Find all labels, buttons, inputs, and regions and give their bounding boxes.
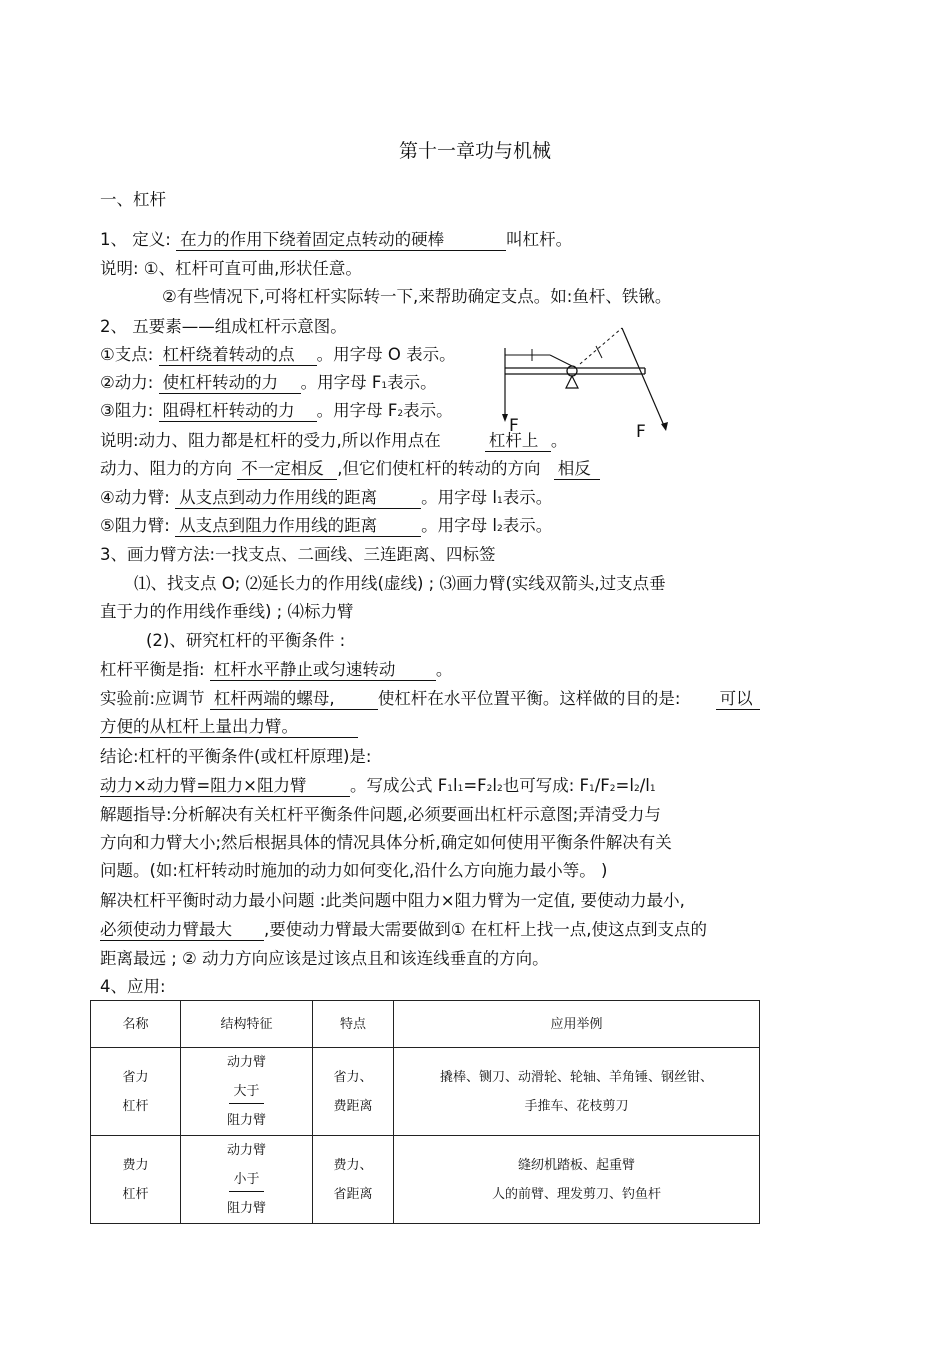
table-row: [91, 1048, 760, 1136]
answer-blank: 必须使动力臂最大: [100, 920, 264, 941]
text: 。用字母 F: [300, 373, 382, 392]
example-text: 人的前臂、理发剪刀、钓鱼杆: [491, 1186, 661, 1202]
answer-blank: 方便的从杠杆上量出力臂。: [100, 717, 358, 738]
text: /l: [639, 776, 650, 795]
effort-force-line: [100, 372, 437, 397]
text: 表示。: [502, 516, 553, 535]
balance-definition-line: [100, 659, 452, 681]
effort-arrow-head: [502, 414, 508, 422]
answer-blank: 阻碍杠杆转动的力: [159, 401, 317, 422]
structure-text: 阻力臂: [226, 1201, 266, 1216]
feature-text: 省力、: [333, 1069, 373, 1085]
text: 实验前:应调节: [100, 689, 205, 708]
example-cell: [394, 1048, 760, 1136]
answer-blank: 杠杆绕着转动的点: [159, 345, 317, 366]
definition-line: [100, 229, 572, 251]
text: 1、 定义:: [100, 230, 171, 249]
text: 杠杆平衡是指:: [100, 660, 205, 679]
answer-blank: 从支点到阻力作用线的距离: [175, 516, 421, 537]
text: 叫杠杆。: [506, 230, 573, 249]
dashed-arm-line: [580, 328, 622, 364]
page-title: 第十一章功与机械: [398, 140, 551, 162]
subscript: 2: [397, 409, 404, 419]
text: 动力、阻力的方向: [100, 459, 232, 478]
answer-blank: 相反: [554, 459, 600, 480]
subscript: 1: [589, 784, 595, 794]
feature-cell: [313, 1048, 394, 1136]
structure-text: 动力臂: [226, 1055, 266, 1070]
fulcrum-line: [100, 344, 456, 366]
subscript: 2: [486, 784, 493, 794]
min-force-line-2: [100, 919, 707, 941]
text: 。写成公式 F: [350, 776, 448, 795]
table-header-row: [91, 1001, 760, 1048]
name-text: 省力: [122, 1069, 149, 1085]
text: 表示。: [502, 488, 553, 507]
text: ,但它们使杠杆的转动的方向: [337, 459, 541, 478]
text: l: [492, 776, 497, 795]
header-cell: 应用举例: [394, 1001, 760, 1048]
text: =F: [463, 776, 487, 795]
effort-arm-line: [100, 487, 552, 512]
subscript: 2: [633, 784, 640, 794]
text: 表示。: [387, 373, 437, 392]
text: ①支点:: [100, 345, 154, 364]
feature-cell: [313, 1136, 394, 1224]
header-cell: 特点: [313, 1001, 394, 1048]
note-line-2: ②有些情况下,可将杠杆实际转一下,来帮助确定支点。如:鱼杆、铁锹。: [162, 287, 672, 306]
text: /F: [594, 776, 610, 795]
name-text: 杠杆: [122, 1098, 149, 1114]
name-text: 费力: [122, 1157, 149, 1173]
subscript: 2: [609, 784, 616, 794]
section-heading-lever: 一、杠杆: [100, 190, 166, 209]
table-row: [91, 1136, 760, 1224]
min-force-line-3: 距离最远 ; ② 动力方向应该是过该点且和该连线垂直的方向。: [100, 949, 549, 968]
structure-text: 阻力臂: [226, 1113, 266, 1128]
subscript: 1: [496, 496, 503, 506]
text: 。用字母 l: [421, 516, 497, 535]
example-text: 手推车、花枝剪刀: [524, 1098, 629, 1114]
text: 。: [550, 431, 568, 450]
text: 说明:动力、阻力都是杠杆的受力,所以作用点在: [100, 431, 441, 450]
conclusion-heading: 结论:杠杆的平衡条件(或杠杆原理)是:: [100, 747, 372, 766]
direction-line: [100, 458, 600, 480]
text: ,要使动力臂最大需要做到① 在杠杆上找一点,使这点到支点的: [264, 920, 708, 939]
example-text: 缝纫机踏板、起重臂: [517, 1157, 635, 1173]
arm-method-steps: ⑴、找支点 O; ⑵延长力的作用线(虚线) ; ⑶画力臂(实线双箭头,过支点垂: [134, 574, 666, 593]
answer-blank: 大于: [229, 1081, 263, 1104]
answer-blank: 可以: [716, 689, 760, 710]
balance-heading: (2)、研究杠杆的平衡条件 :: [146, 631, 346, 650]
text: ⑤阻力臂:: [100, 516, 170, 535]
text: 。用字母 F: [316, 401, 398, 420]
answer-blank: 从支点到动力作用线的距离: [175, 488, 421, 509]
structure-cell: [181, 1136, 313, 1224]
text: 使杠杆在水平位置平衡。这样做的目的是:: [377, 689, 681, 708]
answer-blank: 小于: [229, 1169, 263, 1192]
guide-line-2: 方向和力臂大小;然后根据具体的情况具体分析,确定如何使用平衡条件解决有关: [100, 833, 672, 852]
example-cell: [394, 1136, 760, 1224]
feature-text: 省距离: [333, 1186, 373, 1202]
force-note-line: [100, 430, 567, 452]
text: ④动力臂:: [100, 488, 170, 507]
resistance-arrow-head: [661, 422, 668, 431]
text: 。: [435, 660, 453, 679]
guide-line-3: 问题。(如:杠杆转动时施加的动力如何变化,沿什么方向施力最小等。 ): [100, 861, 608, 880]
arm-method-heading: 3、画力臂方法:一找支点、二画线、三连距离、四标签: [100, 545, 496, 564]
fulcrum-support: [566, 376, 578, 388]
application-heading: 4、应用:: [100, 977, 166, 996]
resistance-force-line: [100, 400, 453, 425]
subscript: 1: [381, 381, 388, 391]
five-elements-heading: 2、 五要素——组成杠杆示意图。: [100, 317, 347, 336]
text: 表示。: [403, 401, 453, 420]
text: =l: [615, 776, 634, 795]
name-text: 杠杆: [122, 1186, 149, 1202]
text: 也可写成: F: [502, 776, 589, 795]
formula-line: [100, 775, 656, 800]
subscript: 2: [496, 784, 503, 794]
guide-line-1: 解题指导:分析解决有关杠杆平衡条件问题,必须要画出杠杆示意图;弄清受力与: [100, 805, 661, 824]
note-line-1: 说明: ①、杠杆可直可曲,形状任意。: [100, 259, 362, 278]
structure-cell: [181, 1048, 313, 1136]
structure-text: 动力臂: [226, 1143, 266, 1158]
subscript: 1: [447, 784, 453, 794]
subscript: 1: [649, 784, 656, 794]
arm-method-steps-cont: 直于力的作用线作垂线) ; ⑷标力臂: [100, 602, 354, 621]
answer-blank: 杠杆上: [485, 431, 551, 452]
text: 。用字母 l: [421, 488, 497, 507]
example-text: 撬棒、铡刀、动滑轮、轮轴、羊角锤、钢丝钳、: [439, 1069, 713, 1085]
name-cell: [91, 1048, 181, 1136]
answer-blank: 不一定相反: [237, 459, 337, 480]
lever-application-table: [90, 1000, 760, 1224]
feature-text: 费距离: [333, 1098, 373, 1114]
text: ③阻力:: [100, 401, 154, 420]
answer-blank: 使杠杆转动的力: [159, 373, 301, 394]
subscript: 1: [457, 784, 464, 794]
min-force-line-1: 解决杠杆平衡时动力最小问题 :此类问题中阻力×阻力臂为一定值, 要使动力最小,: [100, 891, 685, 910]
experiment-line: [100, 688, 760, 710]
resistance-force-line-mark: [622, 328, 665, 428]
feature-text: 费力、: [333, 1157, 373, 1173]
answer-blank: 杠杆两端的螺母,: [210, 689, 378, 710]
arm-bracket-slope: [550, 355, 572, 366]
name-cell: [91, 1136, 181, 1224]
text: l: [452, 776, 458, 795]
force-label-f2: F: [636, 422, 646, 442]
answer-blank: 杠杆水平静止或匀速转动: [210, 660, 436, 681]
subscript: 2: [496, 524, 503, 534]
force-label-f1: F: [509, 416, 519, 436]
experiment-line-cont: [100, 716, 358, 738]
header-cell: 结构特征: [181, 1001, 313, 1048]
text: 。用字母 O 表示。: [316, 345, 456, 364]
resistance-arm-line: [100, 515, 552, 540]
text: ②动力:: [100, 373, 154, 392]
header-cell: 名称: [91, 1001, 181, 1048]
answer-blank: 在力的作用下绕着固定点转动的硬棒: [176, 230, 506, 251]
answer-blank: 动力×动力臂=阻力×阻力臂: [100, 776, 350, 797]
